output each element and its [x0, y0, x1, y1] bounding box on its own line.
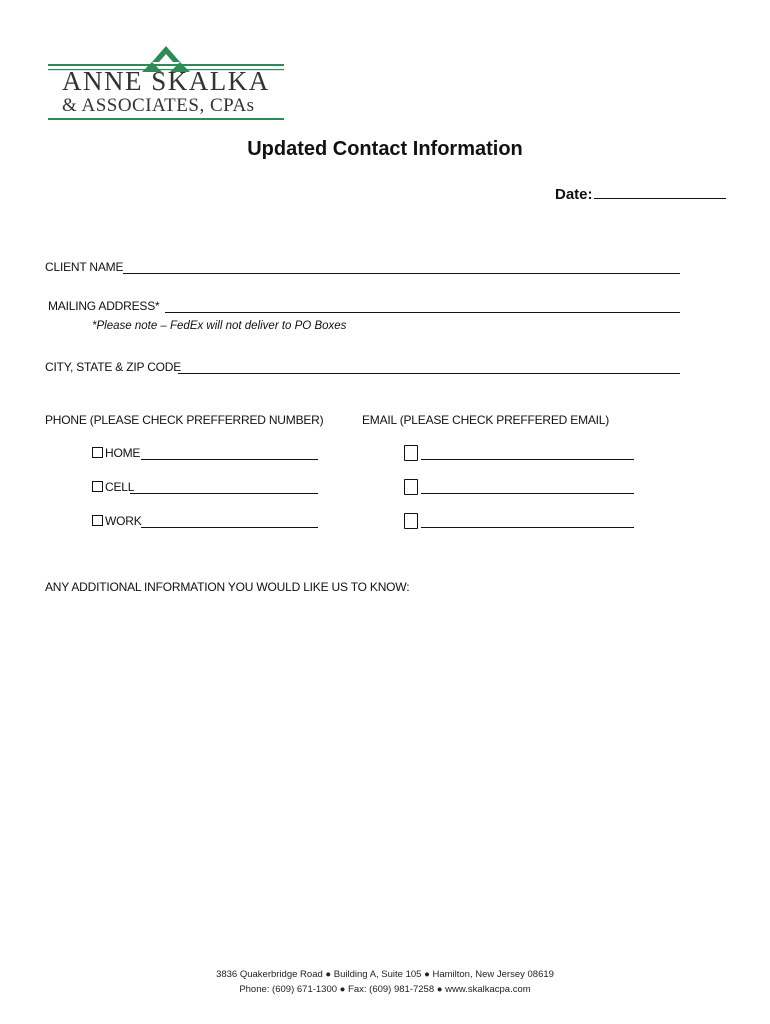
phone-option-cell[interactable]: CELL [92, 480, 134, 494]
email-1-checkbox[interactable] [404, 445, 418, 461]
email-3-field[interactable] [421, 527, 634, 528]
work-phone-field[interactable] [141, 527, 318, 528]
additional-info-area[interactable] [45, 600, 725, 940]
phone-heading: PHONE (PLEASE CHECK PREFFERRED NUMBER) [45, 413, 324, 427]
city-state-zip-field[interactable] [178, 373, 680, 374]
cell-checkbox[interactable] [92, 481, 103, 492]
additional-info-label: ANY ADDITIONAL INFORMATION YOU WOULD LIKE US TO KNOW: [45, 580, 410, 594]
fedex-note: *Please note – FedEx will not deliver to PO Boxes [92, 320, 347, 332]
mailing-address-field[interactable] [165, 312, 680, 313]
client-name-field[interactable] [123, 273, 680, 274]
home-checkbox[interactable] [92, 447, 103, 458]
date-label: Date: [555, 186, 593, 203]
logo-firm-name: ANNE SKALKA [62, 66, 270, 96]
email-heading: EMAIL (PLEASE CHECK PREFFERED EMAIL) [362, 413, 610, 427]
cell-phone-field[interactable] [130, 493, 318, 494]
email-1-field[interactable] [421, 459, 634, 460]
date-field[interactable] [555, 184, 726, 203]
footer-address: 3836 Quakerbridge Road ● Building A, Suite 105 ● Hamilton, New Jersey 08619 [216, 969, 554, 980]
mailing-address-label: MAILING ADDRESS* [48, 299, 160, 313]
phone-option-work[interactable]: WORK [92, 514, 142, 528]
date-line[interactable] [594, 184, 726, 199]
logo-firm-subtitle: & ASSOCIATES, CPAs [62, 95, 255, 116]
page-title: Updated Contact Information [247, 138, 523, 160]
work-checkbox[interactable] [92, 515, 103, 526]
home-phone-field[interactable] [141, 459, 318, 460]
phone-option-home[interactable]: HOME [92, 446, 140, 460]
email-3-checkbox[interactable] [404, 513, 418, 529]
footer-contact: Phone: (609) 671-1300 ● Fax: (609) 981-7258 ● www.skalkacpa.com [239, 984, 531, 995]
email-2-checkbox[interactable] [404, 479, 418, 495]
city-state-zip-label: CITY, STATE & ZIP CODE [45, 360, 182, 374]
client-name-label: CLIENT NAME [45, 260, 124, 274]
email-2-field[interactable] [421, 493, 634, 494]
